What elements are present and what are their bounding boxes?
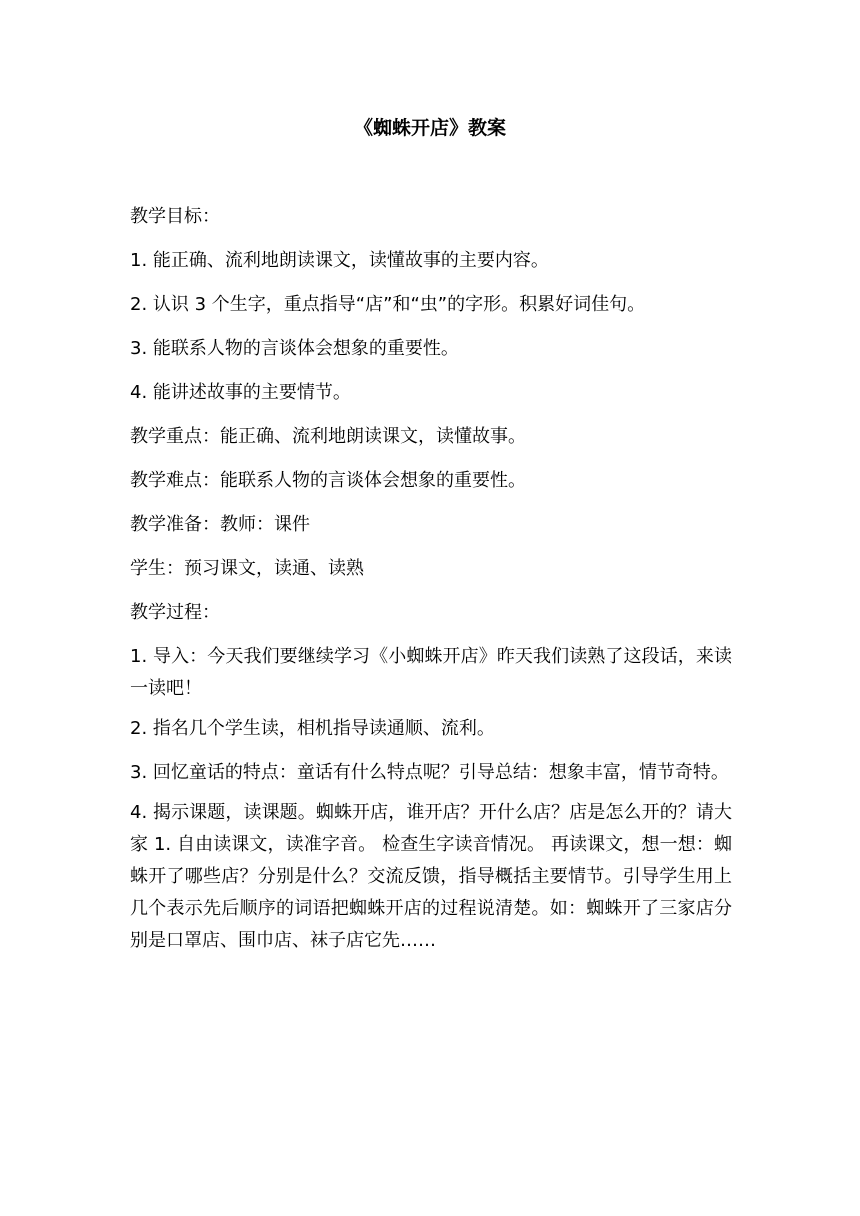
paragraph-key-points: 教学重点：能正确、流利地朗读课文，读懂故事。 (130, 426, 526, 447)
paragraph-step-2: 2. 指名几个学生读，相机指导读通顺、流利。 (130, 718, 495, 739)
paragraph-objective-2: 2. 认识 3 个生字，重点指导“店”和“虫”的字形。积累好词佳句。 (130, 294, 646, 315)
paragraph-objective-3: 3. 能联系人物的言谈体会想象的重要性。 (130, 338, 459, 359)
document-body (130, 201, 732, 969)
paragraph-objective-4: 4. 能讲述故事的主要情节。 (130, 382, 351, 403)
paragraph-objectives-heading: 教学目标： (130, 206, 220, 227)
document-title: 《蜘蛛开店》教案 (353, 117, 506, 139)
paragraph-step-3: 3. 回忆童话的特点：童话有什么特点呢？引导总结：想象丰富，情节奇特。 (130, 762, 729, 783)
paragraph-teacher-prep: 教学准备：教师：课件 (130, 514, 310, 535)
paragraph-step-1: 1. 导入：今天我们要继续学习《小蜘蛛开店》昨天我们读熟了这段话，来读一读吧！ (130, 646, 732, 699)
paragraph-student-prep: 学生：预习课文，读通、读熟 (130, 558, 364, 579)
paragraph-process-heading: 教学过程： (130, 602, 220, 623)
paragraph-step-4: 4. 揭示课题，读课题。蜘蛛开店，谁开店？开什么店？店是怎么开的？请大家 1. 自由读课文，读准字音。 检查生字读音情况。 再读课文，想一想：蜘蛛开了哪些店？分别是什么？交流反馈，指导概括主要情节。引导学生用上几个表示先后顺序的词语把蜘蛛开店的过程说清楚。如：蜘蛛开了三家店分别是口罩店、围巾店、袜子店它先…… (130, 802, 732, 951)
paragraph-objective-1: 1. 能正确、流利地朗读课文，读懂故事的主要内容。 (130, 250, 549, 271)
paragraph-difficulties: 教学难点：能联系人物的言谈体会想象的重要性。 (130, 470, 526, 491)
